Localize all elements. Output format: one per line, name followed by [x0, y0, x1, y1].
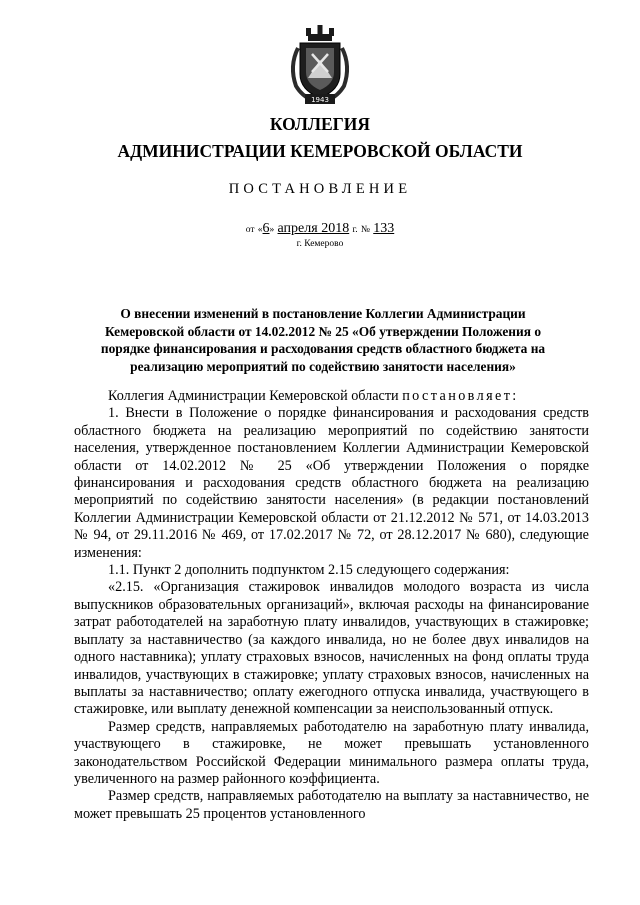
crown-icon	[306, 25, 334, 41]
org-title-line1: КОЛЛЕГИЯ	[269, 114, 371, 134]
body-paragraph: 1. Внести в Положение о порядке финансирования и расходования средств областного бюджета на реализацию мероприятий по содействию занятости населения, утвержденное постановлением Коллегии Администрации Кемеровской области от 14.02.2012 № 25 «Об утверждении Положения о порядке финансирования и расходования средств областного бюджета на реализацию мероприятий по содействию занятости населения» (в редакции постановлений Коллегии Администрации Кемеровской области от 21.12.2012 № 571, от 14.03.2013 № 94, от 29.11.2016 № 469, от 17.02.2017 № 72, от 28.12.2017 № 680), следующие изменения:	[74, 405, 589, 561]
city-label: г. Кемерово	[296, 239, 344, 249]
banner-year: 1943	[311, 96, 329, 104]
date-from-label: от	[245, 225, 255, 235]
date-day: 6	[262, 221, 270, 236]
document-type: ПОСТАНОВЛЕНИЕ	[228, 181, 412, 197]
decree-line	[74, 388, 589, 405]
body-paragraph: 1.1. Пункт 2 дополнить подпунктом 2.15 следующего содержания:	[108, 562, 510, 579]
date-line	[0, 220, 640, 237]
number-sign: №	[360, 225, 370, 235]
date-quote-open: «	[257, 225, 263, 235]
decree-verb: постановляет:	[402, 388, 519, 404]
body-paragraph: «2.15. «Организация стажировок инвалидов молодого возраста из числа выпускников образовательных организаций», включая расходы на финансирование затрат работодателей на заработную плату инвалидов, участвующих в стажировке; выплату за наставничество (за каждого инвалида, но не более двух инвалидов на одного наставника); уплату страховых взносов, начисленных на фонд оплаты труда инвалидов, участвующих в стажировке; уплату страховых взносов, начисленных на выплаты за наставничество; оплату ежегодного отпуска инвалида, участвующего в стажировке, или выплату денежной компенсации за неиспользованный отпуск.	[74, 579, 589, 718]
date-month-year: апреля 2018	[277, 221, 350, 236]
body-paragraph: Размер средств, направляемых работодателю на выплату за наставничество, не может превышать 25 процентов установленного	[74, 788, 589, 822]
document-body	[74, 388, 589, 823]
org-title-line2: АДМИНИСТРАЦИИ КЕМЕРОВСКОЙ ОБЛАСТИ	[117, 141, 523, 161]
coat-of-arms-emblem	[286, 24, 354, 106]
document-number: 133	[373, 221, 395, 236]
document-title: О внесении изменений в постановление Коллегии Администрации Кемеровской области от 14.02.2012 № 25 «Об утверждении Положения о порядке финансирования и расходования средств областного бюджета на реализацию мероприятий по содействию занятости населения»	[100, 306, 546, 374]
date-quote-close: »	[269, 225, 275, 235]
date-year-suffix: г.	[352, 225, 358, 235]
body-paragraph: Размер средств, направляемых работодателю на заработную плату инвалида, участвующего в стажировке, не может превышать установленного законодательством Российской Федерации минимального размера оплаты труда, увеличенного на размер районного коэффициента.	[74, 718, 589, 787]
decree-subject: Коллегия Администрации Кемеровской области	[108, 388, 399, 404]
